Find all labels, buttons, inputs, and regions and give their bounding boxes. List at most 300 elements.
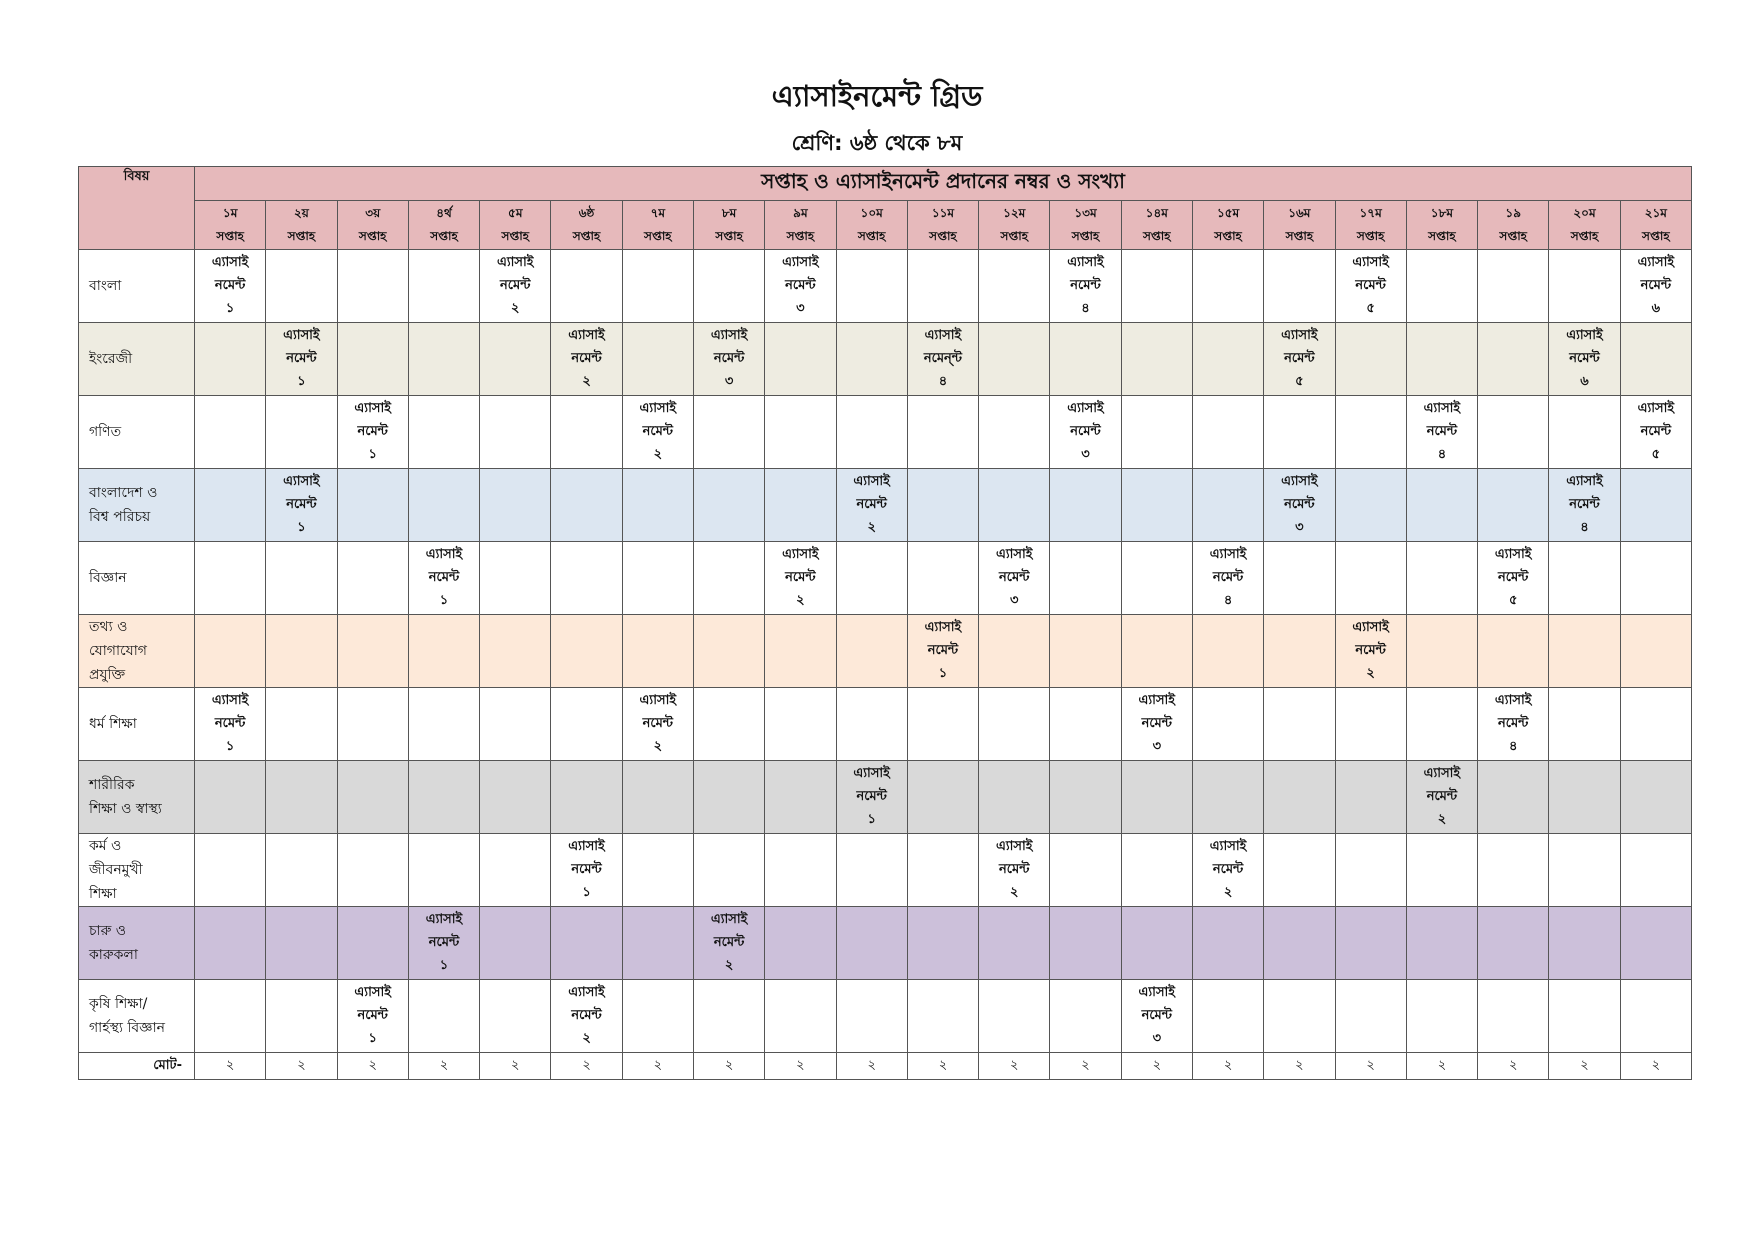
assignment-label: এ্যাসাই <box>1067 255 1104 270</box>
week-label: সপ্তাহ <box>1428 229 1456 243</box>
grid-cell <box>1121 761 1192 834</box>
assignment-label: ১ <box>582 885 591 900</box>
grid-cell <box>907 542 978 615</box>
week-number: ১৯ <box>1505 206 1521 220</box>
week-header-15 <box>1192 201 1263 250</box>
subject-row <box>79 834 1692 907</box>
grid-cell <box>836 396 907 469</box>
assignment-label: নমেন্ট <box>1640 278 1672 293</box>
grid-cell <box>979 396 1050 469</box>
grid-cell <box>1549 396 1620 469</box>
grid-cell <box>1549 615 1620 688</box>
assignment-label: এ্যাসাই <box>1209 547 1247 562</box>
assignment-label: এ্যাসাই <box>1637 255 1675 270</box>
grid-cell <box>337 396 408 469</box>
grid-cell <box>1620 615 1691 688</box>
grid-cell <box>195 615 266 688</box>
assignment-label: নমেন্ট <box>1212 570 1244 585</box>
grid-cell <box>836 250 907 323</box>
assignment-label: নমেন্ট <box>214 716 246 731</box>
total-label: মোট- <box>79 1053 195 1080</box>
week-header-7 <box>622 201 693 250</box>
grid-cell <box>1264 542 1335 615</box>
week-label: সপ্তাহ <box>857 229 886 243</box>
grid-cell <box>408 396 479 469</box>
assignment-label: নমেন্ট <box>571 862 602 877</box>
total-cell: ২ <box>1478 1053 1549 1080</box>
grid-cell <box>765 396 836 469</box>
grid-cell <box>337 323 408 396</box>
week-number: ৫ম <box>508 206 523 220</box>
assignment-label: এ্যাসাই <box>354 985 391 1000</box>
grid-cell <box>1335 907 1406 980</box>
assignment-label: নমেন্ট <box>1426 789 1458 804</box>
assignment-label: ১ <box>439 593 449 608</box>
grid-cell <box>408 469 479 542</box>
assignment-label: ১ <box>867 812 876 827</box>
grid-cell <box>1192 615 1263 688</box>
grid-cell <box>1620 250 1691 323</box>
grid-cell <box>1192 761 1263 834</box>
assignment-label: ২ <box>1366 666 1375 681</box>
assignment-label: নমেন্ট <box>1070 424 1101 439</box>
assignment-label: এ্যাসাই <box>1423 401 1461 416</box>
week-header-14 <box>1121 201 1192 250</box>
assignment-label: নমেন্ট <box>1070 278 1101 293</box>
assignment-label: নমেন্ট <box>286 497 317 512</box>
grid-cell <box>337 542 408 615</box>
grid-cell <box>1121 980 1192 1053</box>
grid-cell <box>1478 323 1549 396</box>
assignment-label: এ্যাসাই <box>496 255 534 270</box>
grid-cell <box>836 980 907 1053</box>
grid-cell <box>480 980 551 1053</box>
grid-cell <box>266 615 337 688</box>
grid-cell <box>1264 907 1335 980</box>
total-cell: ২ <box>1620 1053 1691 1080</box>
assignment-label: নমেন্ট <box>1355 643 1386 658</box>
grid-cell <box>266 250 337 323</box>
assignment-label: এ্যাসাই <box>924 328 962 343</box>
week-label: সপ্তাহ <box>1642 229 1670 243</box>
subject-name <box>79 688 195 761</box>
grid-cell <box>907 834 978 907</box>
assignment-label: ২ <box>653 447 663 462</box>
week-label: সপ্তাহ <box>430 229 458 243</box>
grid-cell <box>1549 688 1620 761</box>
grid-cell <box>1335 834 1406 907</box>
assignment-label: নমেন্ট <box>1141 1008 1173 1023</box>
grid-cell <box>622 834 693 907</box>
assignment-label: এ্যাসাই <box>1067 401 1104 416</box>
total-row <box>79 1053 1692 1080</box>
grid-cell <box>1121 396 1192 469</box>
assignment-label: এ্যাসাই <box>1352 620 1389 635</box>
page-title: এ্যাসাইনমেন্ট গ্রিড <box>771 79 983 113</box>
grid-cell <box>1121 615 1192 688</box>
grid-cell <box>266 980 337 1053</box>
grid-cell <box>1620 469 1691 542</box>
subject-name-line: জীবনমুখী <box>89 862 143 878</box>
assignment-label: নমেন্ট <box>927 643 959 658</box>
grid-cell <box>551 761 622 834</box>
grid-cell <box>408 323 479 396</box>
assignment-label: নমেন্ট <box>1284 497 1315 512</box>
grid-cell <box>765 615 836 688</box>
grid-cell <box>1335 688 1406 761</box>
assignment-label: নমেন্ট <box>1569 351 1600 366</box>
week-label: সপ্তাহ <box>1143 229 1171 243</box>
week-number: ১৬ম <box>1288 206 1311 220</box>
grid-cell <box>1192 396 1263 469</box>
week-number: ২য় <box>293 206 309 220</box>
grid-cell <box>622 469 693 542</box>
grid-cell <box>1264 688 1335 761</box>
grid-cell <box>1549 761 1620 834</box>
grid-cell <box>979 469 1050 542</box>
subject-row <box>79 761 1692 834</box>
grid-cell <box>480 615 551 688</box>
assignment-label: ৩ <box>1295 520 1304 535</box>
week-number: ৩য় <box>365 206 381 220</box>
week-header-9 <box>765 201 836 250</box>
grid-cell <box>1121 907 1192 980</box>
grid-cell <box>907 980 978 1053</box>
week-number: ১১ম <box>931 206 955 220</box>
grid-cell <box>337 980 408 1053</box>
grid-cell <box>337 834 408 907</box>
week-label: সপ্তাহ <box>1570 229 1599 243</box>
grid-cell <box>836 323 907 396</box>
week-label: সপ্তাহ <box>644 229 672 243</box>
grid-cell <box>551 323 622 396</box>
grid-cell <box>1549 834 1620 907</box>
assignment-label: ৪ <box>1580 520 1589 535</box>
grid-cell <box>622 980 693 1053</box>
assignment-label: এ্যাসাই <box>568 328 605 343</box>
subject-name-line: বাংলা <box>89 278 122 294</box>
week-number: ১৪ম <box>1145 206 1168 220</box>
week-number: ৪র্থ <box>436 206 452 220</box>
grid-cell <box>480 396 551 469</box>
weeks-main-header: সপ্তাহ ও এ্যাসাইনমেন্ট প্রদানের নম্বর ও সংখ্যা <box>195 167 1692 201</box>
assignment-label: এ্যাসাই <box>639 693 677 708</box>
grid-cell <box>408 907 479 980</box>
week-label: সপ্তাহ <box>715 229 743 243</box>
subject-row <box>79 907 1692 980</box>
subject-row <box>79 469 1692 542</box>
total-cell: ২ <box>1264 1053 1335 1080</box>
subject-name-line: কর্ম ও <box>89 838 122 854</box>
assignment-label: ৫ <box>1295 374 1304 389</box>
grid-cell <box>408 980 479 1053</box>
grid-cell <box>1050 469 1121 542</box>
grid-cell <box>693 980 764 1053</box>
subject-name <box>79 469 195 542</box>
grid-cell <box>1620 688 1691 761</box>
assignment-label: ৩ <box>1010 593 1019 608</box>
grid-cell <box>1050 250 1121 323</box>
grid-cell <box>408 761 479 834</box>
subject-name <box>79 980 195 1053</box>
grid-cell <box>765 907 836 980</box>
assignment-label: ২ <box>582 1031 591 1046</box>
week-header-21 <box>1620 201 1691 250</box>
week-number: ১৮ম <box>1430 206 1454 220</box>
grid-cell <box>1478 980 1549 1053</box>
grid-cell <box>1620 542 1691 615</box>
grid-cell <box>1050 688 1121 761</box>
grid-cell <box>1620 323 1691 396</box>
week-label: সপ্তাহ <box>1000 229 1029 243</box>
assignment-label: এ্যাসাই <box>1138 985 1176 1000</box>
grid-cell <box>1264 615 1335 688</box>
total-cell: ২ <box>836 1053 907 1080</box>
grid-cell <box>1121 323 1192 396</box>
assignment-label: ১ <box>225 301 235 316</box>
week-number: ৬ষ্ঠ <box>578 206 595 220</box>
grid-cell <box>408 834 479 907</box>
assignment-label: ৩ <box>796 301 805 316</box>
assignment-label: ২ <box>582 374 591 389</box>
grid-cell <box>1192 323 1263 396</box>
week-number: ২১ম <box>1644 206 1667 220</box>
subject-name-line: তথ্য ও <box>89 619 128 635</box>
assignment-label: ২ <box>796 593 805 608</box>
grid-cell <box>907 907 978 980</box>
week-number: ২০ম <box>1573 206 1596 220</box>
grid-cell <box>195 250 266 323</box>
grid-cell <box>1192 907 1263 980</box>
assignment-label: এ্যাসাই <box>1138 693 1176 708</box>
grid-cell <box>979 615 1050 688</box>
week-header-16 <box>1264 201 1335 250</box>
assignment-label: নমেন্ট <box>856 789 887 804</box>
assignment-label: নমেন্ট <box>357 424 388 439</box>
assignment-label: ১ <box>297 374 306 389</box>
assignment-label: নমেন্ট <box>713 935 745 950</box>
assignment-label: নমেন্ট <box>1141 716 1173 731</box>
assignment-label: এ্যাসাই <box>710 328 748 343</box>
assignment-label: ৫ <box>1366 301 1375 316</box>
week-number: ৮ম <box>721 206 737 220</box>
grid-cell <box>693 907 764 980</box>
subject-name-line: বাংলাদেশ ও <box>89 485 158 501</box>
assignment-label: এ্যাসাই <box>1566 474 1603 489</box>
subject-name-line: বিজ্ঞান <box>89 570 127 586</box>
grid-cell <box>1335 542 1406 615</box>
subject-row <box>79 396 1692 469</box>
grid-body <box>79 250 1692 1080</box>
grid-cell <box>693 469 764 542</box>
grid-cell <box>907 761 978 834</box>
grid-cell <box>1406 542 1477 615</box>
grid-cell <box>1478 250 1549 323</box>
grid-cell <box>195 980 266 1053</box>
grid-cell <box>551 980 622 1053</box>
grid-cell <box>622 323 693 396</box>
grid-cell <box>836 615 907 688</box>
grid-cell <box>1050 615 1121 688</box>
subject-name <box>79 907 195 980</box>
week-number: ৭ম <box>650 206 666 220</box>
assignment-label: ৫ <box>1651 447 1661 462</box>
subject-name-line: চারু ও <box>89 923 127 939</box>
grid-cell <box>693 761 764 834</box>
total-cell: ২ <box>266 1053 337 1080</box>
grid-cell <box>1335 250 1406 323</box>
grid-cell <box>551 907 622 980</box>
assignment-label: এ্যাসাই <box>782 547 819 562</box>
week-header-11 <box>907 201 978 250</box>
grid-cell <box>836 761 907 834</box>
subject-name-line: বিশ্ব পরিচয় <box>89 509 151 525</box>
grid-cell <box>551 688 622 761</box>
subject-name-line: কারুকলা <box>89 947 138 963</box>
assignment-label: ৬ <box>1651 301 1661 316</box>
subject-row <box>79 980 1692 1053</box>
assignment-label: নমেন্ট <box>999 570 1030 585</box>
assignment-label: ১ <box>938 666 948 681</box>
week-label: সপ্তাহ <box>1214 229 1242 243</box>
assignment-label: ৩ <box>724 374 734 389</box>
total-cell: ২ <box>337 1053 408 1080</box>
assignment-label: এ্যাসাই <box>1352 255 1389 270</box>
grid-cell <box>765 542 836 615</box>
grid-cell <box>195 396 266 469</box>
grid-cell <box>1264 761 1335 834</box>
grid-cell <box>979 323 1050 396</box>
week-number: ১৭ম <box>1359 206 1382 220</box>
grid-cell <box>480 688 551 761</box>
grid-cell <box>765 761 836 834</box>
grid-cell <box>979 761 1050 834</box>
grid-cell <box>907 396 978 469</box>
grid-cell <box>1121 469 1192 542</box>
assignment-label: নমেন্ট <box>500 278 531 293</box>
assignment-label: ১ <box>439 958 449 973</box>
grid-cell <box>1406 615 1477 688</box>
grid-cell <box>1050 542 1121 615</box>
grid-cell <box>1549 469 1620 542</box>
grid-cell <box>979 688 1050 761</box>
grid-cell <box>1264 834 1335 907</box>
week-label: সপ্তাহ <box>501 229 530 243</box>
assignment-label: ৬ <box>1580 374 1589 389</box>
grid-cell <box>1478 688 1549 761</box>
subject-row <box>79 323 1692 396</box>
week-label: সপ্তাহ <box>1071 229 1100 243</box>
assignment-label: এ্যাসাই <box>568 839 605 854</box>
assignment-label: নমেন্ট <box>357 1008 388 1023</box>
week-number: ৯ম <box>793 206 808 220</box>
grid-cell <box>693 323 764 396</box>
assignment-label: নমেন্ট <box>1284 351 1315 366</box>
assignment-label: ২ <box>724 958 734 973</box>
grid-cell <box>1264 469 1335 542</box>
grid-cell <box>1478 907 1549 980</box>
assignment-label: ২ <box>653 739 663 754</box>
grid-cell <box>551 834 622 907</box>
assignment-label: নমেন্ন্ট <box>923 351 963 366</box>
grid-cell <box>1478 396 1549 469</box>
subject-name <box>79 323 195 396</box>
week-header-6 <box>551 201 622 250</box>
subject-name-line: প্রযুক্তি <box>89 667 126 683</box>
total-cell: ২ <box>1192 1053 1263 1080</box>
week-header-2 <box>266 201 337 250</box>
assignment-label: ২ <box>1223 885 1233 900</box>
grid-cell <box>408 250 479 323</box>
total-cell: ২ <box>408 1053 479 1080</box>
assignment-label: এ্যাসাই <box>639 401 677 416</box>
grid-cell <box>1335 761 1406 834</box>
assignment-label: এ্যাসাই <box>425 912 463 927</box>
week-number: ১২ম <box>1003 206 1026 220</box>
assignment-label: নমেন্ট <box>1497 570 1529 585</box>
week-label: সপ্তাহ <box>929 229 957 243</box>
assignment-label: এ্যাসাই <box>710 912 748 927</box>
total-cell: ২ <box>765 1053 836 1080</box>
grid-cell <box>1050 396 1121 469</box>
grid-cell <box>1192 834 1263 907</box>
subject-name-line: যোগাযোগ <box>89 643 147 659</box>
total-cell: ২ <box>1050 1053 1121 1080</box>
grid-cell <box>480 761 551 834</box>
grid-cell <box>1406 323 1477 396</box>
grid-cell <box>266 834 337 907</box>
grid-cell <box>1050 761 1121 834</box>
subject-name-line: গার্হস্থ্য বিজ্ঞান <box>89 1020 165 1036</box>
total-cell: ২ <box>1406 1053 1477 1080</box>
subject-name-line: কৃষি শিক্ষা/ <box>89 996 148 1012</box>
week-label: সপ্তাহ <box>1499 229 1527 243</box>
grid-cell <box>1620 761 1691 834</box>
grid-cell <box>1050 323 1121 396</box>
week-label: সপ্তাহ <box>287 229 316 243</box>
total-cell: ২ <box>551 1053 622 1080</box>
grid-cell <box>337 688 408 761</box>
assignment-label: ৩ <box>1152 1031 1162 1046</box>
grid-cell <box>1264 980 1335 1053</box>
assignment-label: এ্যাসাই <box>853 474 890 489</box>
assignment-label: নমেন্ট <box>856 497 887 512</box>
assignment-label: নমেন্ট <box>999 862 1030 877</box>
assignment-label: এ্যাসাই <box>1209 839 1247 854</box>
subject-row <box>79 250 1692 323</box>
assignment-label: ৪ <box>1081 301 1090 316</box>
grid-cell <box>765 688 836 761</box>
grid-cell <box>1192 542 1263 615</box>
total-cell: ২ <box>195 1053 266 1080</box>
grid-cell <box>1478 469 1549 542</box>
grid-cell <box>1192 469 1263 542</box>
grid-cell <box>907 323 978 396</box>
week-header-1 <box>195 201 266 250</box>
grid-cell <box>1478 542 1549 615</box>
grid-cell <box>1549 250 1620 323</box>
subject-name-line: শারীরিক <box>89 777 135 793</box>
grid-cell <box>622 250 693 323</box>
grid-cell <box>1549 907 1620 980</box>
week-header-18 <box>1406 201 1477 250</box>
grid-cell <box>480 323 551 396</box>
grid-cell <box>1549 323 1620 396</box>
grid-cell <box>979 980 1050 1053</box>
grid-cell <box>1264 323 1335 396</box>
assignment-label: এ্যাসাই <box>568 985 605 1000</box>
total-cell: ২ <box>1549 1053 1620 1080</box>
